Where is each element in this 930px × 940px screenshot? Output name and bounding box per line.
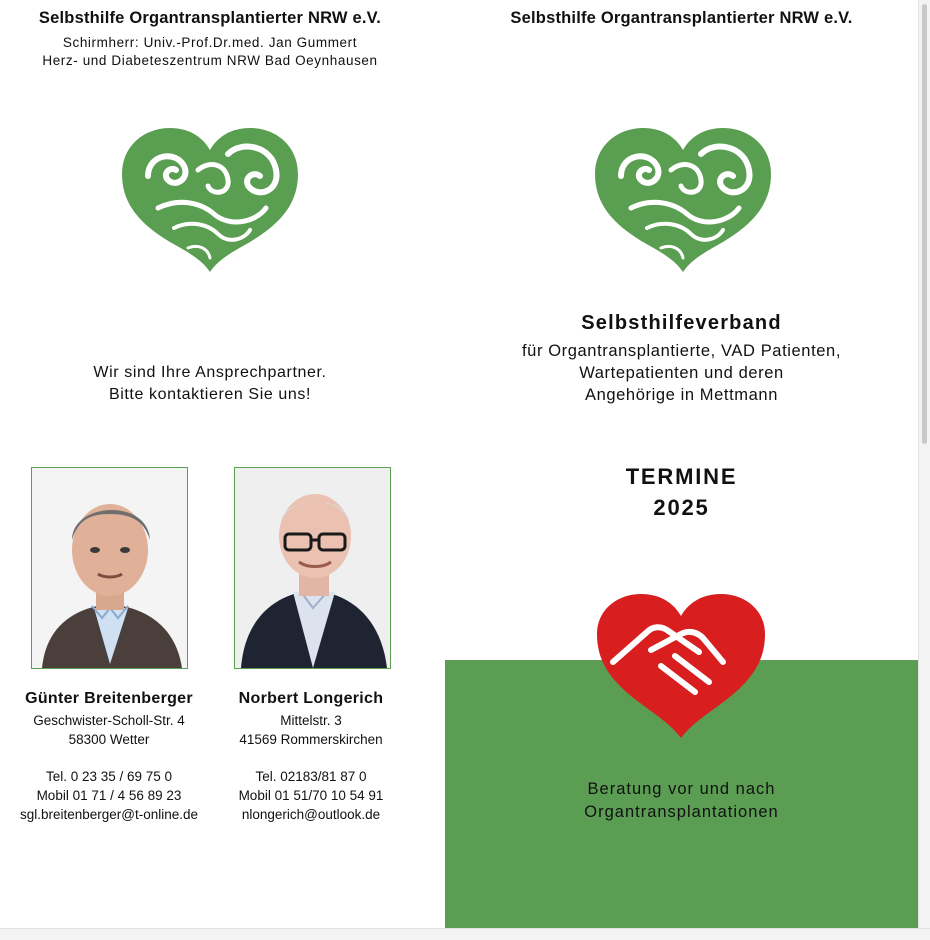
person-2-email[interactable]: nlongerich@outlook.de — [241, 807, 381, 822]
termine-year: 2025 — [653, 495, 710, 520]
right-title: Selbsthilfe Organtransplantierter NRW e.V. — [510, 9, 853, 27]
person-1-street: Geschwister-Scholl-Str. 4 — [33, 713, 185, 728]
person-1-phone: Tel. 0 23 35 / 69 75 0 — [45, 769, 173, 784]
verband-line-1: für Organtransplantierte, VAD Patienten, — [521, 342, 842, 360]
verband-line-3: Angehörige in Mettmann — [585, 386, 778, 404]
person-2-street: Mittelstr. 3 — [280, 713, 342, 728]
vertical-scrollbar[interactable] — [918, 0, 930, 928]
patron-line: Schirmherr: Univ.-Prof.Dr.med. Jan Gummert — [62, 35, 358, 50]
beratung-line-2: Organtransplantationen — [584, 803, 779, 821]
photo-norbert-longerich — [234, 467, 391, 669]
verband-line-2: Wartepatienten und deren — [579, 364, 784, 382]
red-handshake-heart-icon — [595, 592, 767, 742]
heart-swirl-logo-icon — [591, 124, 775, 274]
person-2-name: Norbert Longerich — [238, 690, 384, 707]
verband-title: Selbsthilfeverband — [581, 312, 782, 334]
person-2-mobile: Mobil 01 51/70 10 54 91 — [238, 788, 384, 803]
person-1-name: Günter Breitenberger — [25, 690, 193, 707]
contact-heading: Wir sind Ihre Ansprechpartner. — [93, 364, 327, 381]
photo-guenter-breitenberger — [31, 467, 188, 669]
contact-subheading: Bitte kontaktieren Sie uns! — [108, 386, 312, 403]
patron-institution: Herz- und Diabeteszentrum NRW Bad Oeynhausen — [42, 53, 378, 68]
heart-swirl-logo-icon — [118, 124, 302, 274]
left-title: Selbsthilfe Organtransplantierter NRW e.V. — [38, 9, 382, 27]
person-2-phone: Tel. 02183/81 87 0 — [255, 769, 367, 784]
scrollbar-thumb[interactable] — [922, 4, 927, 444]
person-2-city: 41569 Rommerskirchen — [239, 732, 383, 747]
beratung-line-1: Beratung vor und nach — [587, 780, 776, 798]
person-1-mobile: Mobil 01 71 / 4 56 89 23 — [36, 788, 182, 803]
horizontal-scrollbar[interactable] — [0, 928, 930, 940]
person-1-city: 58300 Wetter — [68, 732, 150, 747]
person-1-email[interactable]: sgl.breitenberger@t-online.de — [19, 807, 199, 822]
termine-heading: TERMINE — [625, 464, 738, 489]
